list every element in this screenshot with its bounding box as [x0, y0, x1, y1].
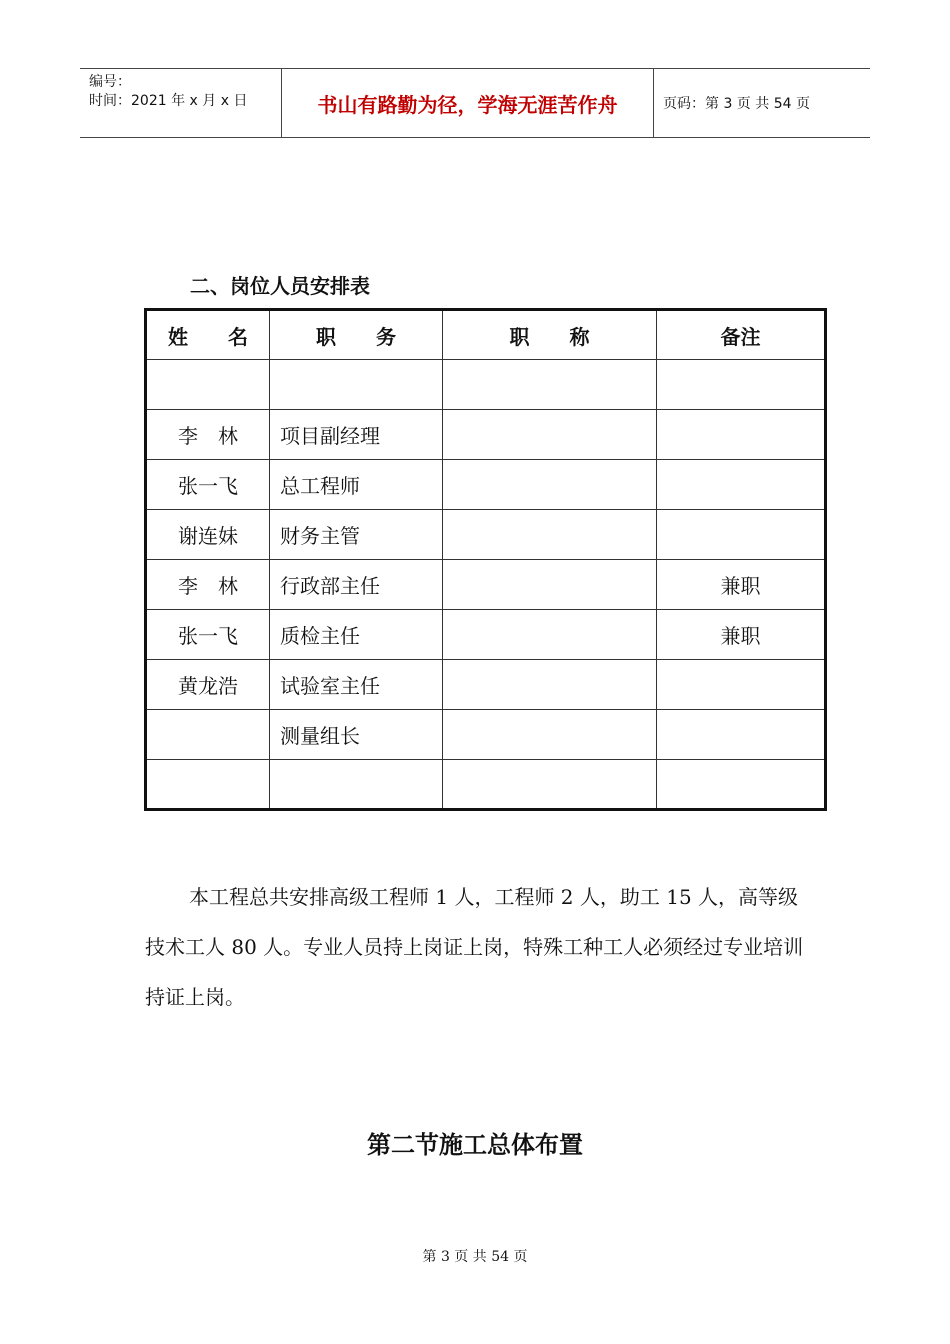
table-row	[146, 710, 826, 760]
cell-duty: 行政部主任	[270, 560, 443, 610]
table-row	[146, 410, 826, 460]
section-title: 二、岗位人员安排表	[190, 274, 370, 298]
number-label: 编号：	[89, 74, 131, 90]
cell-note	[657, 760, 826, 810]
cell-duty: 总工程师	[270, 460, 443, 510]
cell-title	[443, 360, 657, 410]
body-paragraph: 本工程总共安排高级工程师 1 人，工程师 2 人，助工 15 人，高等级技术工人 80 人。专业人员持上岗证上岗，特殊工种工人必须经过专业培训持证上岗。	[145, 885, 804, 1009]
time-label: 时间：2021 年 x 月 x 日	[89, 93, 248, 109]
table-row	[146, 460, 826, 510]
cell-note	[657, 510, 826, 560]
cell-note	[657, 360, 826, 410]
cell-name	[146, 360, 270, 410]
table-header-row	[146, 310, 826, 360]
cell-note	[657, 710, 826, 760]
header-motto: 书山有路勤为径，学海无涯苦作舟	[282, 69, 654, 137]
cell-name: 谢连妹	[146, 510, 270, 560]
cell-duty: 财务主管	[270, 510, 443, 560]
header-title: 职 称	[443, 310, 657, 360]
cell-title	[443, 660, 657, 710]
table-row	[146, 510, 826, 560]
cell-name	[146, 760, 270, 810]
table-row	[146, 610, 826, 660]
cell-note: 兼职	[657, 610, 826, 660]
table-row	[146, 560, 826, 610]
header-name: 姓 名	[146, 310, 270, 360]
cell-name: 张一飞	[146, 610, 270, 660]
cell-title	[443, 710, 657, 760]
cell-note: 兼职	[657, 560, 826, 610]
cell-title	[443, 760, 657, 810]
cell-duty	[270, 760, 443, 810]
table-row	[146, 760, 826, 810]
page-footer: 第 3 页 共 54 页	[422, 1249, 528, 1265]
cell-duty	[270, 360, 443, 410]
cell-title	[443, 610, 657, 660]
cell-title	[443, 560, 657, 610]
cell-name: 张一飞	[146, 460, 270, 510]
cell-name	[146, 710, 270, 760]
cell-duty: 试验室主任	[270, 660, 443, 710]
cell-duty: 项目副经理	[270, 410, 443, 460]
header-meta	[80, 69, 282, 137]
page-header	[80, 68, 870, 138]
cell-name: 李 林	[146, 410, 270, 460]
cell-duty: 测量组长	[270, 710, 443, 760]
cell-note	[657, 410, 826, 460]
cell-note	[657, 460, 826, 510]
cell-name: 黄龙浩	[146, 660, 270, 710]
cell-name: 李 林	[146, 560, 270, 610]
cell-title	[443, 460, 657, 510]
chapter-title: 第二节施工总体布置	[367, 1131, 583, 1159]
table-row	[146, 360, 826, 410]
cell-title	[443, 510, 657, 560]
cell-duty: 质检主任	[270, 610, 443, 660]
staff-table	[144, 308, 827, 811]
cell-title	[443, 410, 657, 460]
table-row	[146, 660, 826, 710]
header-duty: 职 务	[270, 310, 443, 360]
header-page-info: 页码：第 3 页 共 54 页	[663, 96, 810, 112]
header-note: 备注	[657, 310, 826, 360]
cell-note	[657, 660, 826, 710]
